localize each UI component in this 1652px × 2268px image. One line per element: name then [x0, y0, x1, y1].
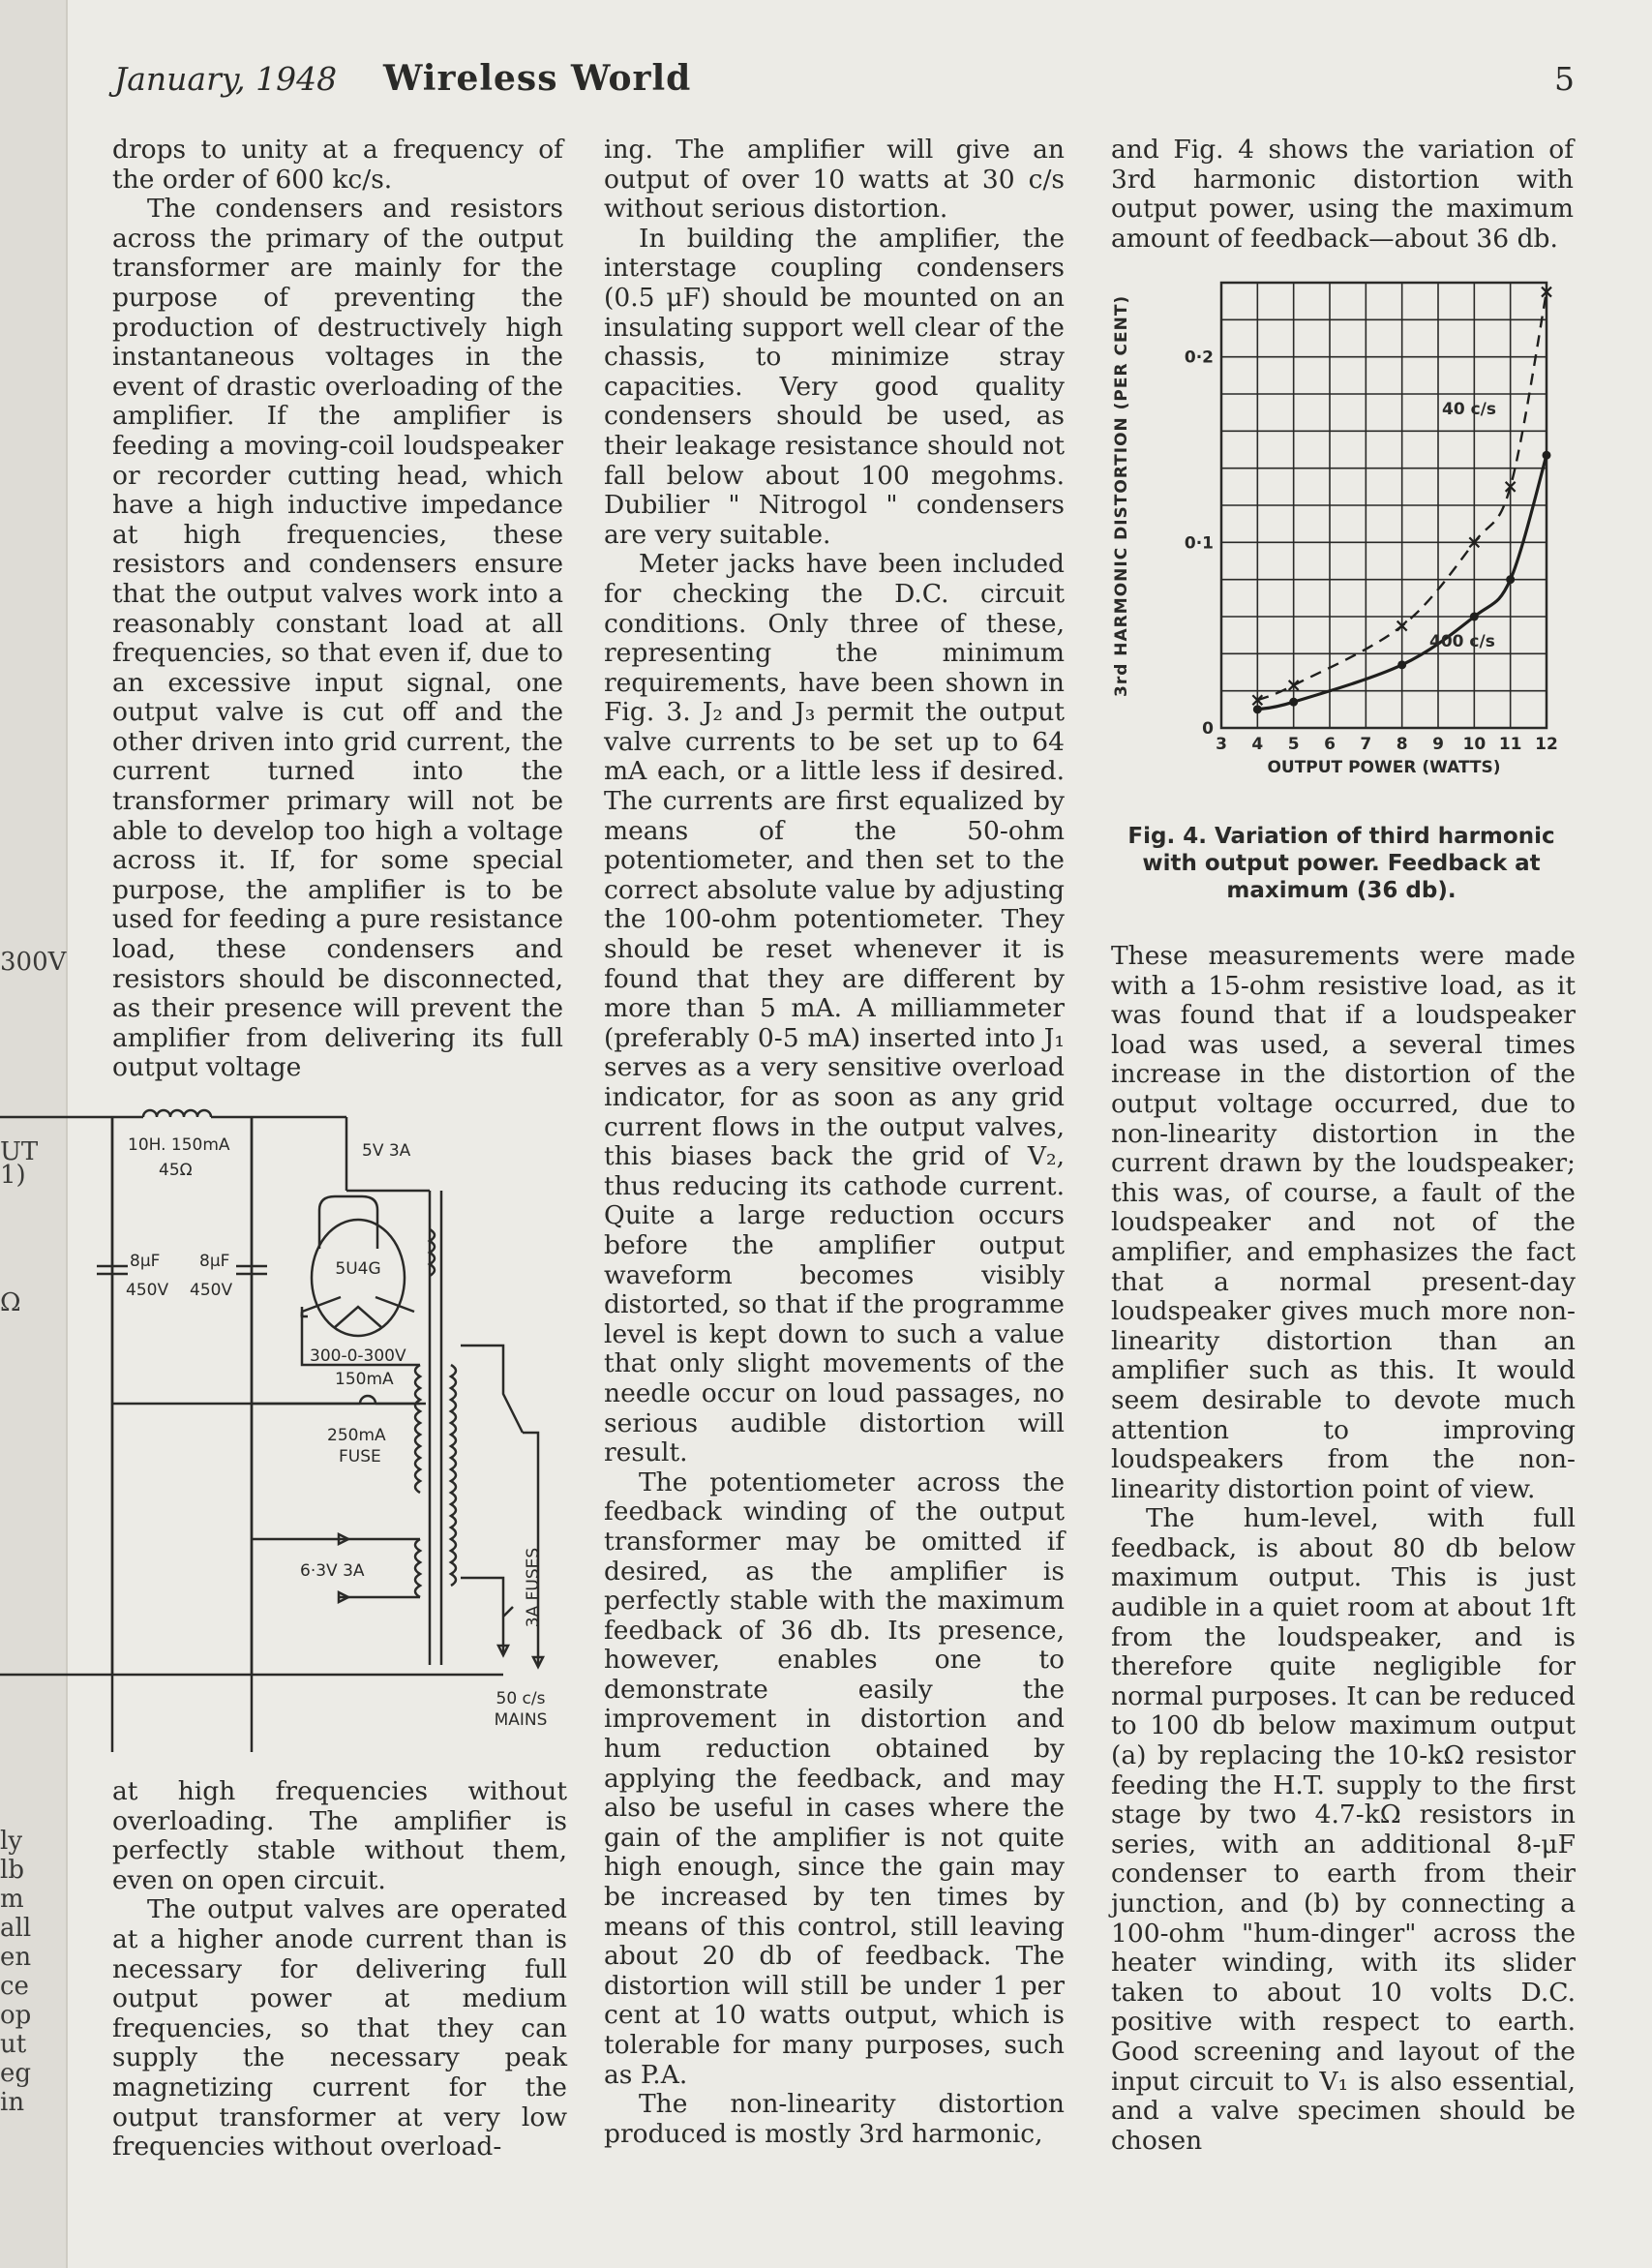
circuit-wire [461, 1578, 503, 1617]
paragraph: These measurements were made with a 15-ohm resistive load, as it was found that if a loudspeaker load was used, a several times increase in the distortion of the output voltage occurred, due to non-linearity distortion in the current drawn by the loudspeaker; this was, of course, a fault of the loudspeaker and not of the amplifier, and emphasizes the fact that a normal present-day loudspeaker gives much more non-linearity distortion than an amplifier such as this. It would seem desirable to devote much attention to improving loudspeakers from the non-linearity distortion point of view. [1111, 941, 1576, 1504]
x-tick-label: 10 [1462, 735, 1487, 754]
gutter-fragment: 300V [0, 948, 67, 977]
y-tick-label: 0·2 [1184, 348, 1214, 368]
ht-current-label: 150mA [335, 1370, 394, 1389]
issue-date: January, 1948 [114, 60, 338, 98]
circuit-wire [451, 1365, 456, 1586]
x-tick-label: 4 [1251, 735, 1264, 754]
gutter-fragment: lb [0, 1856, 24, 1885]
x-tick-label: 3 [1216, 735, 1227, 754]
gutter-fragment: all [0, 1914, 32, 1943]
cap-right-voltage-label: 450V [190, 1281, 233, 1300]
chart-ticks-layer [1185, 348, 1558, 754]
circuit-wire [415, 1539, 420, 1597]
x-tick-label: 11 [1498, 735, 1522, 754]
paragraph: Meter jacks have been included for checking the D.C. circuit conditions. Only three of these, representing the minimum requirements, have been shown in Fig. 3. J₂ and J₃ permit the output valve currents to be set up to 64 mA each, or a little less if desired. The currents are first equalized by means of the 50-ohm potentiometer, and then set to the correct absolute value by adjusting the 100-ohm potentiometer. They should be reset whenever it is found that they are different by more than 5 mA. A milliammeter (preferably 0-5 mA) inserted into J₁ serves as a very sensitive overload indicator, for as soon as any grid current flows in the output valves, this biases back the grid of V₂, thus reducing its cathode current. Quite a large reduction occurs before the amplifier output waveform becomes visibly distorted, so that if the programme level is kept down to such a value that only slight movements of the needle occur on loud passages, no serious audible distortion will result. [604, 549, 1065, 1468]
heater-winding-label: 6·3V 3A [300, 1561, 365, 1581]
y-tick-label: 0 [1202, 719, 1214, 739]
circuit-wire [461, 1346, 523, 1433]
gutter-fragment: m [0, 1885, 24, 1914]
gutter-fragment: ce [0, 1972, 29, 2001]
mains-word-label: MAINS [494, 1710, 548, 1730]
gutter-fragment: in [0, 2088, 25, 2117]
data-point-400cs [1397, 660, 1406, 669]
gutter-fragment: UT [0, 1137, 39, 1166]
page-number: 5 [1554, 60, 1575, 98]
x-tick-label: 5 [1287, 735, 1300, 754]
mains-fuses-label: 3A FUSES [524, 1547, 543, 1628]
cap-right-label: 8μF [199, 1252, 230, 1271]
x-tick-label: 8 [1396, 735, 1408, 754]
gutter-fragment: eg [0, 2059, 32, 2088]
choke-label: 10H. 150mA [128, 1135, 230, 1155]
data-point-400cs [1506, 575, 1515, 584]
paragraph: The potentiometer across the feedback winding of the output transformer may be omitted if desired, as the amplifier is perfectly stable with the maximum feedback of 36 db. Its presence, however, enables one to demonstrate easily the improvement in distortion and hum reduction obtained by applying the feedback, and may also be useful in cases where the gain of the amplifier is not quite high enough, since the gain may be increased by ten times by means of this control, still leaving about 20 db of feedback. The distortion will still be under 1 per cent at 10 watts output, which is tolerable for many purposes, such as P.A. [604, 1467, 1065, 2090]
magazine-title: Wireless World [383, 58, 692, 99]
column-3-top [1111, 136, 1574, 254]
gutter-fragment: Ω [0, 1288, 21, 1317]
rectifier-heater-leads [319, 1196, 377, 1249]
chart-grid [1221, 283, 1547, 728]
paragraph: The output valves are operated at a higher anode current than is necessary for delivering full output power at medium frequencies, so that they can supply the necessary peak magnetizing current for the output transformer at very low frequencies without overload- [112, 1894, 567, 2162]
data-point-400cs [1253, 705, 1262, 713]
y-tick-label: 0·1 [1184, 533, 1214, 554]
gutter-fragment: ut [0, 2030, 27, 2059]
gutter-fragment: en [0, 1943, 32, 1972]
paragraph: drops to unity at a frequency of the order of 600 kc/s. [112, 135, 563, 195]
gutter-fragment: ly [0, 1827, 23, 1856]
series-label-400cs: 400 c/s [1429, 632, 1495, 651]
circuit-wiring [0, 1191, 543, 1675]
paragraph: The hum-level, with full feedback, is about 80 db below maximum output. This is just audible in a quiet room at about 1ft from the loudspeaker, and is therefore quite negligible for normal purposes. It can be reduced to 100 db below maximum output (a) by replacing the 10-kΩ resistor feeding the H.T. supply to the first stage by two 4.7-kΩ resistors in series, with an additional 8-μF condenser to earth from their junction, and (b) by connecting a 100-ohm "hum-dinger" across the heater winding, with its slider taken to about 10 volts D.C. positive with respect to earth. Good screening and layout of the input circuit to V₁ is also essential, and a valve specimen should be chosen [1111, 1503, 1576, 2156]
chart-y-axis-label: 3rd HARMONIC DISTORTION (PER CENT) [1112, 294, 1131, 697]
rectifier-heater-label: 5V 3A [362, 1141, 411, 1161]
fuse-word-label: FUSE [339, 1447, 381, 1467]
gutter-fragment: 1) [0, 1161, 26, 1190]
paragraph: The non-linearity distortion produced is mostly 3rd harmonic, [604, 2089, 1065, 2149]
choke-coil [143, 1110, 211, 1117]
x-tick-label: 6 [1324, 735, 1336, 754]
distortion-chart [1103, 261, 1568, 803]
data-point-400cs [1543, 451, 1551, 460]
cap-left-label: 8μF [130, 1252, 161, 1271]
paragraph: at high frequencies without overloading. The amplifier is perfectly stable without them, even on open circuit. [112, 1776, 567, 1895]
circuit-wire [415, 1365, 420, 1493]
gutter-fragment: op [0, 2001, 32, 2030]
paragraph: ing. The amplifier will give an output of over 10 watts at 30 c/s without serious distortion. [604, 135, 1065, 225]
column-2 [604, 136, 1065, 2149]
cap-left-voltage-label: 450V [126, 1281, 169, 1300]
column-1-top [112, 136, 563, 1083]
x-tick-label: 7 [1360, 735, 1372, 754]
column-3-bottom [1111, 942, 1576, 2156]
figure-caption: Fig. 4. Variation of third harmonic with output power. Feedback at maximum (36 db). [1127, 824, 1555, 903]
data-point-400cs [1470, 613, 1479, 621]
x-tick-label: 9 [1432, 735, 1444, 754]
paragraph: and Fig. 4 shows the variation of 3rd harmonic distortion with output power, using the maximum amount of feedback—about 36 db. [1111, 135, 1574, 254]
column-1-bottom [112, 1777, 567, 2162]
fuse-rating-label: 250mA [327, 1426, 386, 1445]
ht-winding-label: 300-0-300V [310, 1346, 406, 1366]
choke-resistance-label: 45Ω [159, 1161, 193, 1180]
rectifier-valve-label: 5U4G [335, 1259, 381, 1279]
data-point-400cs [1289, 698, 1298, 707]
x-tick-label: 12 [1535, 735, 1558, 754]
power-supply-circuit-diagram [0, 1074, 581, 1752]
series-label-40cs: 40 c/s [1442, 400, 1496, 419]
paragraph: The condensers and resistors across the primary of the output transformer are mainly for the purpose of preventing the production of destructively high instantaneous voltages in the event of drastic overloading of the amplifier. If the amplifier is feeding a moving-coil loudspeaker or recorder cutting head, which have a high inductive impedance at high frequencies, these resistors and condensers ensure that the output valves work into a reasonably constant load at all frequencies, so that even if, due to an excessive input signal, one output valve is cut off and the other driven into grid current, the current turned into the transformer primary will not be able to develop too high a voltage across it. If, for some special purpose, the amplifier is to be used for feeding a pure resistance load, these condensers and resistors should be disconnected, as their presence will prevent the amplifier from delivering its full output voltage [112, 194, 563, 1083]
mains-freq-label: 50 c/s [496, 1689, 546, 1709]
chart-x-axis-label: OUTPUT POWER (WATTS) [1267, 758, 1501, 777]
paragraph: In building the amplifier, the interstage coupling condensers (0.5 μF) should be mounted on an insulating support well clear of the chassis, to minimize stray capacities. Very good quality condensers should be used, as their leakage resistance should not fall below about 100 megohms. Dubilier " Nitrogol " condensers are very suitable. [604, 223, 1065, 550]
page-header [114, 60, 1575, 108]
